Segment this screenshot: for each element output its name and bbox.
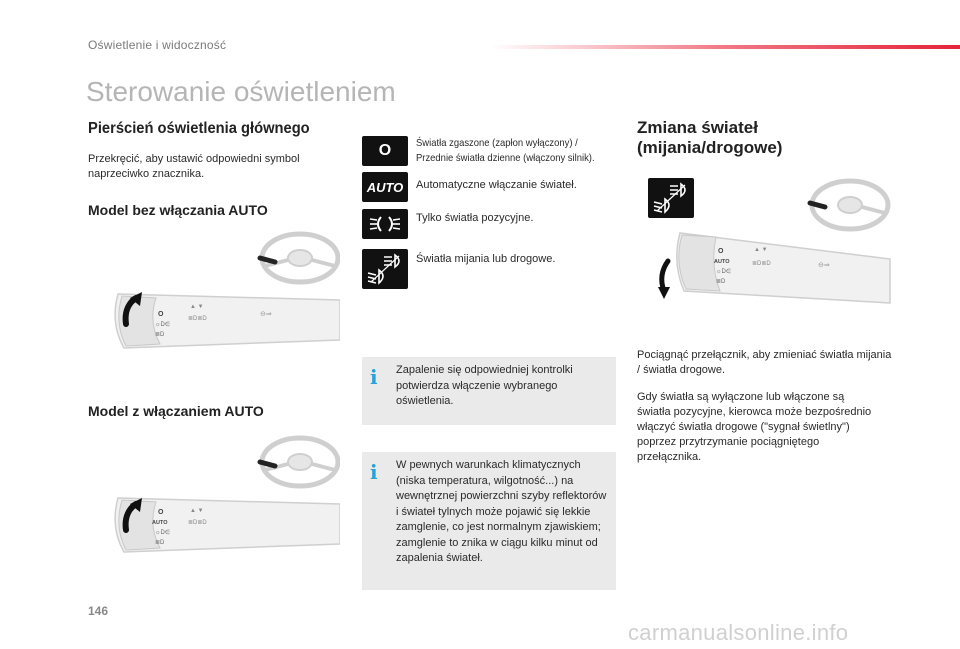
info-icon: i bbox=[370, 365, 378, 389]
off-icon: O bbox=[378, 142, 392, 159]
page-title: Sterowanie oświetleniem bbox=[86, 76, 396, 107]
stalk-illustration-auto bbox=[100, 432, 340, 572]
info-note-text: W pewnych warunkach klimatycznych (niska temperatura, wilgotność...) na wewnętrznej powierzchni szyby reflektorów i świateł tylnych może pojawić się lekkie zamglenie, co jest normalnym zjawiskiem; zamglenie to znika w ciągu kilku minut od zapalenia świateł. bbox=[396, 459, 607, 564]
steering-wheel-icon bbox=[262, 438, 338, 486]
model-without-auto-heading: Model bez włączania AUTO bbox=[88, 202, 268, 218]
lights-off-symbol bbox=[362, 136, 408, 166]
svg-text:≣D≣D: ≣D≣D bbox=[188, 520, 207, 526]
watermark: carmanualsonline.info bbox=[628, 620, 849, 645]
svg-text:▲ ▼: ▲ ▼ bbox=[190, 508, 204, 514]
dipped-main-beam-label: Światła mijania lub drogowe. bbox=[416, 253, 556, 265]
pull-arrow-icon bbox=[662, 261, 668, 291]
svg-text:☼D∈: ☼D∈ bbox=[155, 530, 171, 536]
dipped-main-beam-symbol bbox=[362, 249, 408, 289]
stalk-label-auto: AUTO bbox=[714, 259, 730, 265]
page-number: 146 bbox=[88, 604, 109, 618]
stalk-label-off: O bbox=[158, 311, 164, 318]
svg-text:▲ ▼: ▲ ▼ bbox=[754, 247, 768, 253]
svg-text:≣D: ≣D bbox=[155, 332, 165, 338]
svg-text:▲ ▼: ▲ ▼ bbox=[190, 304, 204, 310]
info-note-indicator bbox=[362, 357, 616, 425]
main-ring-instruction: Przekręcić, aby ustawić odpowiedni symbol naprzeciwko znacznika. bbox=[88, 153, 300, 180]
svg-text:☼D∈: ☼D∈ bbox=[716, 269, 732, 275]
side-lights-icon bbox=[367, 213, 403, 235]
svg-text:≣D≣D: ≣D≣D bbox=[752, 261, 771, 267]
svg-text:☼D∈: ☼D∈ bbox=[155, 322, 171, 328]
auto-lights-label: Automatyczne włączanie świateł. bbox=[416, 179, 577, 191]
svg-text:≣D: ≣D bbox=[155, 540, 165, 546]
info-note-condensation bbox=[362, 452, 616, 590]
stalk-illustration-beam-change bbox=[650, 175, 895, 315]
side-lights-label: Tylko światła pozycyjne. bbox=[416, 212, 534, 224]
stalk-illustration-no-auto bbox=[100, 228, 340, 368]
svg-text:⊖⇒: ⊖⇒ bbox=[260, 311, 272, 318]
lights-off-label: Światła zgaszone (zapłon wyłączony) / Przednie światła dzienne (włączony silnik). bbox=[416, 137, 595, 164]
auto-lights-symbol bbox=[362, 172, 408, 202]
svg-text:⊖⇒: ⊖⇒ bbox=[818, 262, 830, 269]
header-accent-bar bbox=[490, 45, 960, 49]
stalk-label-off: O bbox=[718, 248, 724, 255]
info-note-text: Zapalenie się odpowiedniej kontrolki potwierdza włączenie wybranego oświetlenia. bbox=[396, 364, 573, 407]
headlamp-flash-text: Gdy światła są wyłączone lub włączone są światła pozycyjne, kierowca może bezpośrednio włączyć światła drogowe ("sygnał świetlny") poprzez przytrzymanie pociągniętego przełącznika. bbox=[637, 391, 872, 463]
section-header: Oświetlenie i widoczność bbox=[88, 38, 227, 52]
beam-change-instruction: Pociągnąć przełącznik, aby zmieniać światła mijania / światła drogowe. bbox=[637, 349, 892, 376]
steering-wheel-icon bbox=[262, 234, 338, 282]
stalk-label-off: O bbox=[158, 509, 164, 516]
side-lights-symbol bbox=[362, 209, 408, 239]
model-with-auto-heading: Model z włączaniem AUTO bbox=[88, 403, 264, 419]
auto-icon: AUTO bbox=[366, 179, 404, 195]
svg-text:≣D≣D: ≣D≣D bbox=[188, 316, 207, 322]
beam-change-heading: Zmiana świateł (mijania/drogowe) bbox=[637, 118, 783, 157]
stalk-label-auto: AUTO bbox=[152, 520, 168, 526]
info-icon: i bbox=[370, 460, 378, 484]
main-ring-heading: Pierścień oświetlenia głównego bbox=[88, 120, 310, 137]
dipped-main-beam-icon bbox=[365, 252, 405, 286]
svg-text:≣D: ≣D bbox=[716, 279, 726, 285]
